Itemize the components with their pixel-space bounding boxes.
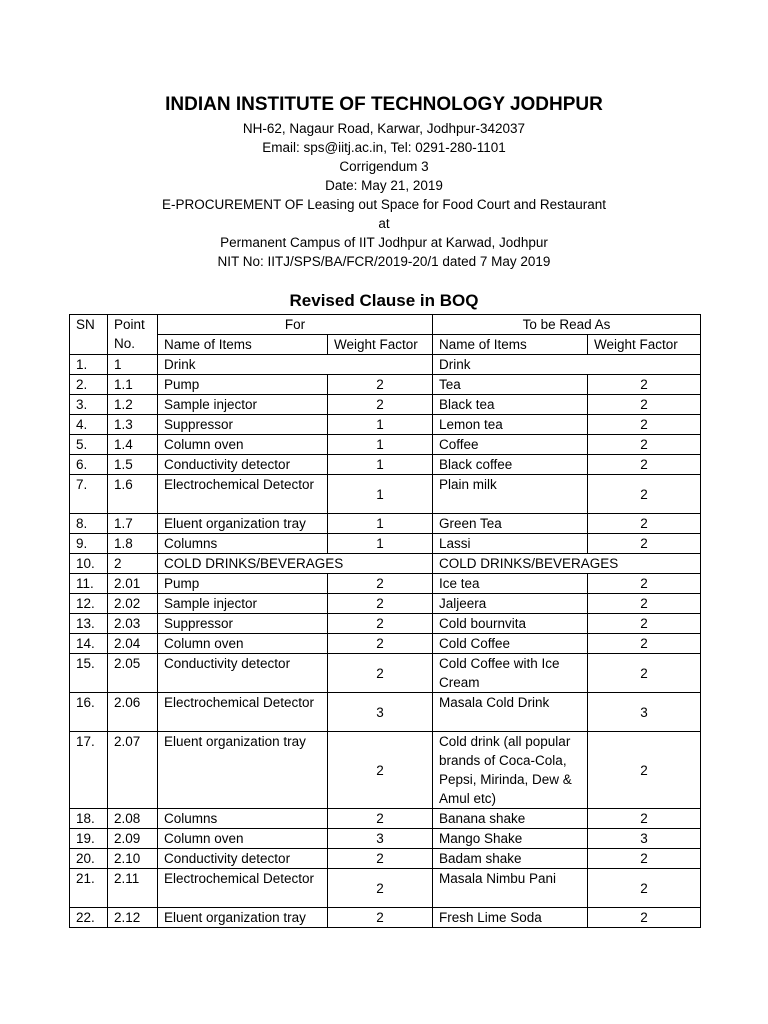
cell-for-item: Conductivity detector [158,455,328,475]
cell-for-weight: 1 [328,475,433,514]
cell-read-section: Drink [433,355,701,375]
cell-read-item: Coffee [433,435,588,455]
table-row [70,355,701,375]
cell-sn: 15. [70,654,108,693]
cell-for-item: Conductivity detector [158,849,328,869]
table-row [70,455,701,475]
document-date: Date: May 21, 2019 [325,178,443,193]
cell-point-no: 1.7 [108,514,158,534]
cell-read-weight: 2 [588,574,701,594]
cell-read-item: Jaljeera [433,594,588,614]
subject-connector: at [378,216,390,231]
cell-for-item: Eluent organization tray [158,908,328,928]
cell-sn: 18. [70,809,108,829]
institute-address: NH-62, Nagaur Road, Karwar, Jodhpur-342037 [242,121,526,136]
cell-read-weight: 2 [588,435,701,455]
cell-sn: 4. [70,415,108,435]
column-header-sn: SN [70,315,108,355]
cell-point-no: 1 [108,355,158,375]
cell-read-weight: 2 [588,455,701,475]
cell-point-no: 2.12 [108,908,158,928]
cell-sn: 6. [70,455,108,475]
cell-for-item: Electrochemical Detector [158,693,328,732]
cell-for-weight: 2 [328,732,433,809]
corrigendum-number: Corrigendum 3 [339,159,429,174]
cell-for-item: Suppressor [158,614,328,634]
cell-point-no: 1.6 [108,475,158,514]
cell-point-no: 2.07 [108,732,158,809]
nit-number: NIT No: IITJ/SPS/BA/FCR/2019-20/1 dated 7 May 2019 [217,254,551,269]
cell-sn: 7. [70,475,108,514]
cell-sn: 17. [70,732,108,809]
table-row [70,395,701,415]
cell-read-item: Cold bournvita [433,614,588,634]
cell-sn: 12. [70,594,108,614]
cell-point-no: 2.11 [108,869,158,908]
cell-point-no: 2.02 [108,594,158,614]
table-subheader-row [70,335,701,355]
contact-info: Email: sps@iitj.ac.in, Tel: 0291-280-1101 [262,140,506,155]
cell-read-item: Black tea [433,395,588,415]
cell-sn: 22. [70,908,108,928]
cell-read-weight: 2 [588,594,701,614]
cell-read-weight: 2 [588,395,701,415]
cell-for-weight: 2 [328,654,433,693]
cell-point-no: 2.01 [108,574,158,594]
cell-read-item: Black coffee [433,455,588,475]
column-header-read-as: To be Read As [433,315,701,335]
cell-read-item: Cold Coffee [433,634,588,654]
table-row [70,634,701,654]
table-row [70,514,701,534]
cell-sn: 9. [70,534,108,554]
cell-point-no: 2.10 [108,849,158,869]
cell-read-item: Masala Nimbu Pani [433,869,588,908]
table-row [70,829,701,849]
cell-read-item: Lassi [433,534,588,554]
cell-sn: 11. [70,574,108,594]
table-row [70,435,701,455]
cell-sn: 3. [70,395,108,415]
column-header-point: Point No. [108,315,158,355]
table-row [70,534,701,554]
cell-read-item: Ice tea [433,574,588,594]
table-row [70,869,701,908]
cell-for-item: Column oven [158,634,328,654]
cell-for-weight: 3 [328,829,433,849]
cell-sn: 21. [70,869,108,908]
cell-read-weight: 2 [588,849,701,869]
table-row [70,415,701,435]
cell-for-weight: 2 [328,634,433,654]
cell-read-item: Banana shake [433,809,588,829]
cell-for-item: Eluent organization tray [158,732,328,809]
cell-point-no: 1.5 [108,455,158,475]
cell-for-weight: 1 [328,435,433,455]
cell-for-section: Drink [158,355,433,375]
cell-read-weight: 3 [588,829,701,849]
cell-for-weight: 2 [328,849,433,869]
cell-read-weight: 2 [588,415,701,435]
cell-read-item: Badam shake [433,849,588,869]
cell-point-no: 1.3 [108,415,158,435]
cell-read-item: Masala Cold Drink [433,693,588,732]
cell-read-item: Mango Shake [433,829,588,849]
cell-point-no: 2.06 [108,693,158,732]
cell-for-item: Columns [158,534,328,554]
table-row [70,614,701,634]
cell-point-no: 1.1 [108,375,158,395]
institute-name: INDIAN INSTITUTE OF TECHNOLOGY JODHPUR [165,94,603,115]
cell-sn: 5. [70,435,108,455]
column-header-read-weight: Weight Factor [588,335,701,355]
cell-for-item: Pump [158,375,328,395]
cell-read-weight: 2 [588,375,701,395]
cell-for-item: Electrochemical Detector [158,869,328,908]
cell-read-weight: 2 [588,732,701,809]
cell-point-no: 2.09 [108,829,158,849]
cell-read-section: COLD DRINKS/BEVERAGES [433,554,701,574]
column-header-for: For [158,315,433,335]
cell-point-no: 2.05 [108,654,158,693]
table-row [70,375,701,395]
cell-read-weight: 3 [588,693,701,732]
document-header [0,93,768,271]
table-row [70,908,701,928]
cell-for-weight: 2 [328,869,433,908]
cell-for-weight: 1 [328,534,433,554]
table-row [70,574,701,594]
column-header-read-name: Name of Items [433,335,588,355]
cell-read-weight: 2 [588,514,701,534]
cell-for-weight: 2 [328,375,433,395]
table-header-row [70,315,701,335]
cell-point-no: 1.2 [108,395,158,415]
cell-for-item: Sample injector [158,594,328,614]
cell-point-no: 1.4 [108,435,158,455]
cell-for-weight: 2 [328,614,433,634]
boq-table [69,314,701,928]
cell-sn: 10. [70,554,108,574]
procurement-subject: E-PROCUREMENT OF Leasing out Space for Food Court and Restaurant [162,197,606,212]
cell-for-weight: 2 [328,594,433,614]
table-row [70,594,701,614]
cell-point-no: 1.8 [108,534,158,554]
cell-for-weight: 2 [328,809,433,829]
cell-for-item: Columns [158,809,328,829]
cell-for-weight: 1 [328,455,433,475]
cell-read-item: Green Tea [433,514,588,534]
cell-read-item: Cold drink (all popular brands of Coca-Cola, Pepsi, Mirinda, Dew & Amul etc) [433,732,588,809]
cell-read-weight: 2 [588,475,701,514]
boq-title: Revised Clause in BOQ [289,291,479,310]
cell-for-weight: 1 [328,514,433,534]
table-row [70,809,701,829]
campus-location: Permanent Campus of IIT Jodhpur at Karwad, Jodhpur [220,235,548,250]
cell-point-no: 2.04 [108,634,158,654]
cell-for-weight: 2 [328,395,433,415]
cell-point-no: 2.08 [108,809,158,829]
cell-read-weight: 2 [588,534,701,554]
cell-sn: 14. [70,634,108,654]
cell-sn: 19. [70,829,108,849]
cell-sn: 16. [70,693,108,732]
cell-read-weight: 2 [588,908,701,928]
cell-sn: 2. [70,375,108,395]
cell-sn: 13. [70,614,108,634]
cell-sn: 1. [70,355,108,375]
table-row [70,554,701,574]
table-row [70,693,701,732]
cell-for-weight: 2 [328,908,433,928]
cell-for-item: Eluent organization tray [158,514,328,534]
table-row [70,654,701,693]
table-row [70,849,701,869]
cell-for-item: Suppressor [158,415,328,435]
cell-point-no: 2.03 [108,614,158,634]
cell-for-item: Conductivity detector [158,654,328,693]
cell-read-weight: 2 [588,809,701,829]
cell-sn: 8. [70,514,108,534]
column-header-for-weight: Weight Factor [328,335,433,355]
cell-for-item: Column oven [158,435,328,455]
cell-for-weight: 1 [328,415,433,435]
cell-read-item: Plain milk [433,475,588,514]
cell-for-weight: 2 [328,574,433,594]
table-row [70,475,701,514]
cell-for-item: Column oven [158,829,328,849]
cell-for-item: Electrochemical Detector [158,475,328,514]
cell-point-no: 2 [108,554,158,574]
boq-table-body [70,355,701,928]
cell-for-section: COLD DRINKS/BEVERAGES [158,554,433,574]
cell-read-weight: 2 [588,634,701,654]
table-row [70,732,701,809]
cell-for-item: Sample injector [158,395,328,415]
cell-for-weight: 3 [328,693,433,732]
cell-read-item: Tea [433,375,588,395]
cell-read-item: Cold Coffee with Ice Cream [433,654,588,693]
cell-read-weight: 2 [588,654,701,693]
cell-for-item: Pump [158,574,328,594]
cell-sn: 20. [70,849,108,869]
cell-read-weight: 2 [588,869,701,908]
cell-read-item: Fresh Lime Soda [433,908,588,928]
column-header-for-name: Name of Items [158,335,328,355]
cell-read-weight: 2 [588,614,701,634]
cell-read-item: Lemon tea [433,415,588,435]
